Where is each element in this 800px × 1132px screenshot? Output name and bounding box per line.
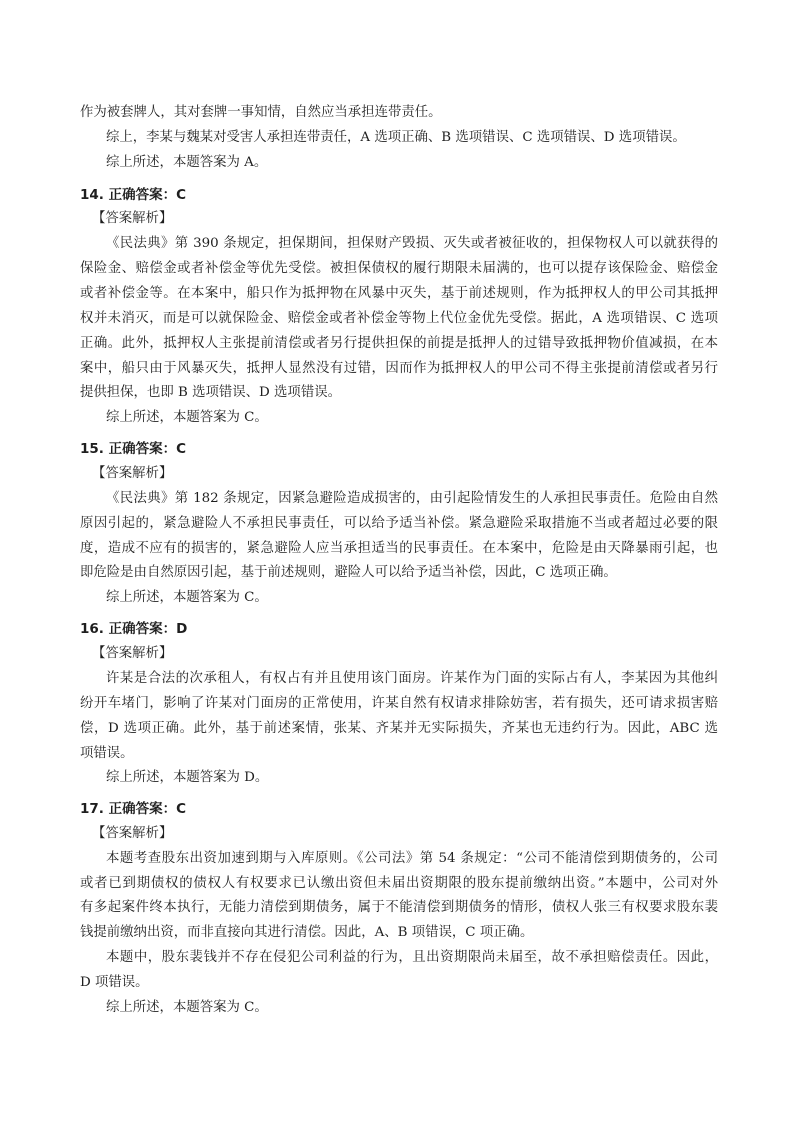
q17-text-line: 本题中，股东裴钱并不存在侵犯公司利益的行为，且出资期限尚未届至，故不承担赔偿责任。因此， bbox=[106, 950, 718, 965]
q16-heading: 16. 正确答案：D bbox=[80, 621, 188, 637]
q15-heading: 15. 正确答案：C bbox=[80, 441, 187, 457]
q17-conclusion: 综上所述，本题答案为 C。 bbox=[106, 1000, 268, 1015]
q14-text-line: 《民法典》第 390 条规定，担保期间，担保财产毁损、灭失或者被征收的，担保物权人可以就获得的 bbox=[106, 236, 718, 251]
q14-text-line: 权并未消灭，而是可以就保险金、赔偿金或者补偿金等物上代位金优先受偿。据此，A 选项错误、C 选项 bbox=[80, 311, 718, 326]
q14-text-line: 正确。此外，抵押权人主张提前清偿或者另行提供担保的前提是抵押人的过错导致抵押物价值减损，在本 bbox=[80, 336, 718, 351]
q14-analysis-tag: 【答案解析】 bbox=[92, 211, 173, 226]
q16-text-line: 项错误。 bbox=[80, 746, 134, 761]
q17-text-line: 或者已到期债权的债权人有权要求已认缴出资但未届出资期限的股东提前缴纳出资。”本题中，公司对外 bbox=[80, 876, 718, 891]
q14-text-line: 或者补偿金等。在本案中，船只作为抵押物在风暴中灭失，基于前述规则，作为抵押权人的甲公司其抵押 bbox=[80, 286, 718, 301]
q14-heading: 14. 正确答案：C bbox=[80, 187, 187, 203]
q17-text-line: D 项错误。 bbox=[80, 975, 149, 990]
q15-text-line: 即危险是由自然原因引起，基于前述规则，避险人可以给予适当补偿，因此，C 选项正确。 bbox=[80, 565, 617, 580]
q16-analysis-tag: 【答案解析】 bbox=[92, 646, 173, 661]
q17-analysis-tag: 【答案解析】 bbox=[92, 826, 173, 841]
q16-text-line: 纷开车堵门，影响了许某对门面房的正常使用，许某自然有权请求排除妨害，若有损失，还可请求损害赔 bbox=[80, 696, 718, 711]
intro-line-1: 作为被套牌人，其对套牌一事知情，自然应当承担连带责任。 bbox=[80, 105, 442, 120]
q14-text-line: 提供担保，也即 B 选项错误、D 选项错误。 bbox=[80, 385, 341, 400]
q17-text-line: 本题考查股东出资加速到期与入库原则。《公司法》第 54 条规定：“公司不能清偿到期债务的，公司 bbox=[106, 851, 718, 866]
q16-text-line: 偿，D 选项正确。此外，基于前述案情，张某、齐某并无实际损失，齐某也无违约行为。因此，ABC 选 bbox=[80, 721, 718, 736]
q15-conclusion: 综上所述，本题答案为 C。 bbox=[106, 590, 268, 605]
q16-text-line: 许某是合法的次承租人，有权占有并且使用该门面房。许某作为门面的实际占有人，李某因为其他纠 bbox=[106, 671, 718, 686]
intro-conclusion: 综上所述，本题答案为 A。 bbox=[106, 155, 268, 170]
q15-text-line: 《民法典》第 182 条规定，因紧急避险造成损害的，由引起险情发生的人承担民事责任。危险由自然 bbox=[106, 491, 718, 506]
q14-text-line: 案中，船只由于风暴灭失，抵押人显然没有过错，因而作为抵押权人的甲公司不得主张提前清偿或者另行 bbox=[80, 361, 718, 376]
q15-analysis-tag: 【答案解析】 bbox=[92, 466, 173, 481]
q16-conclusion: 综上所述，本题答案为 D。 bbox=[106, 770, 269, 785]
q17-text-line: 钱提前缴纳出资，而非直接向其进行清偿。因此，A、B 项错误，C 项正确。 bbox=[80, 925, 534, 940]
intro-line-2: 综上，李某与魏某对受害人承担连带责任，A 选项正确、B 选项错误、C 选项错误、D 选项错误。 bbox=[106, 130, 686, 145]
q15-text-line: 度，造成不应有的损害的，紧急避险人应当承担适当的民事责任。在本案中，危险是由天降暴雨引起，也 bbox=[80, 541, 718, 556]
q17-text-line: 有多起案件终本执行，无能力清偿到期债务，属于不能清偿到期债务的情形，债权人张三有权要求股东裴 bbox=[80, 900, 718, 915]
q17-heading: 17. 正确答案：C bbox=[80, 801, 187, 817]
q14-text-line: 保险金、赔偿金或者补偿金等优先受偿。被担保债权的履行期限未届满的，也可以提存该保险金、赔偿金 bbox=[80, 261, 718, 276]
q14-conclusion: 综上所述，本题答案为 C。 bbox=[106, 410, 268, 425]
q15-text-line: 原因引起的，紧急避险人不承担民事责任，可以给予适当补偿。紧急避险采取措施不当或者超过必要的限 bbox=[80, 516, 718, 531]
